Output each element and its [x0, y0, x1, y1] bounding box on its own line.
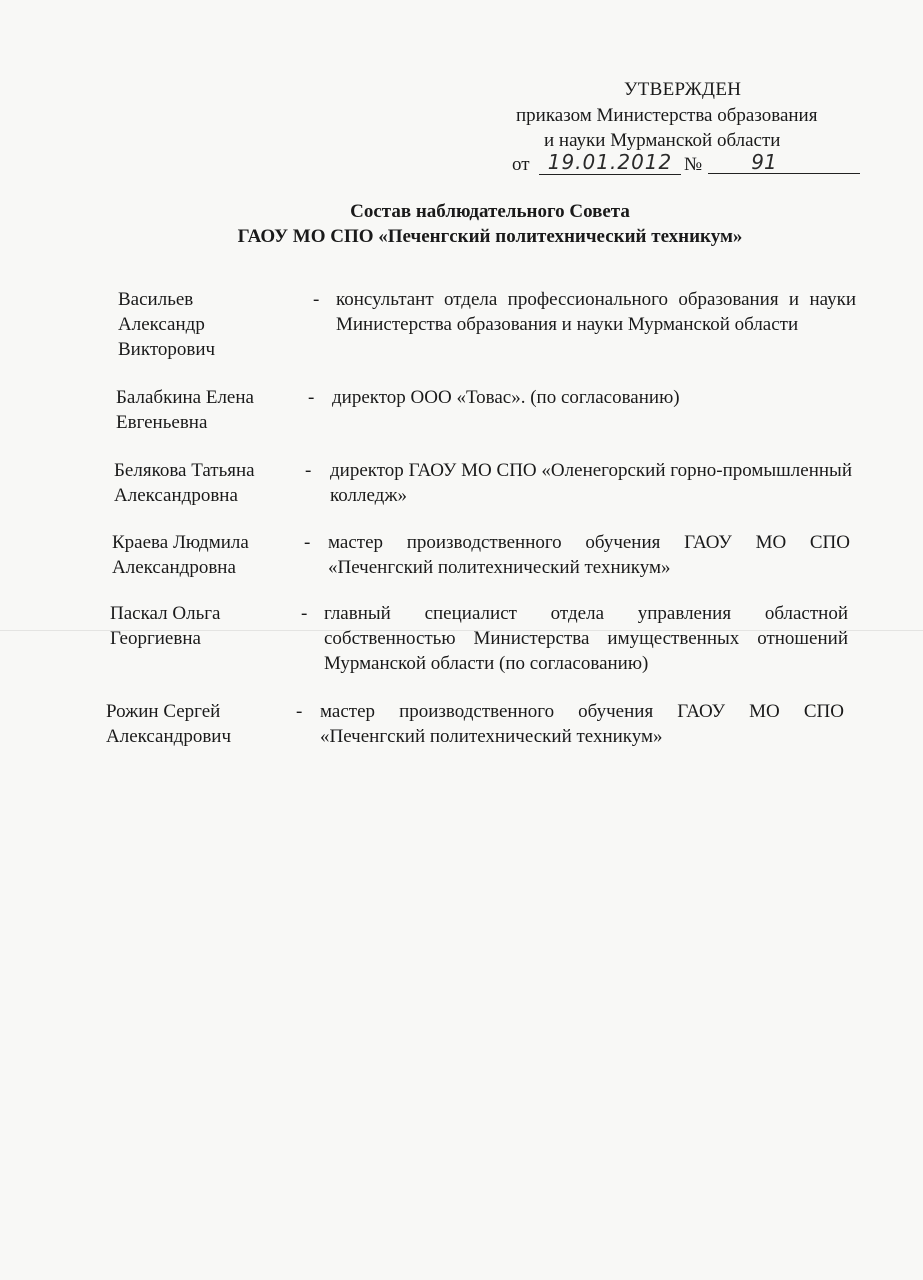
member-dash: - [308, 387, 315, 408]
document-title: Состав наблюдательного Совета [350, 201, 630, 222]
member-entry [110, 601, 852, 679]
document-subtitle: ГАОУ МО СПО «Печенгский политехнический техникум» [237, 226, 743, 247]
member-dash: - [301, 603, 308, 624]
member-role: главный специалист отдела управления областной собственностью Министерства имущественных отношений Мурманской области (по согласованию) [324, 603, 848, 674]
member-role: мастер производственного обучения ГАОУ МО СПО «Печенгский политехнический техникум» [328, 532, 850, 578]
member-name: Рожин Сергей Александрович [106, 701, 232, 747]
handwritten-order-number: 91 [708, 147, 860, 174]
member-entry [112, 530, 854, 582]
member-entry [116, 385, 856, 437]
member-dash: - [313, 289, 320, 310]
handwritten-date: 19.01.2012 [539, 147, 681, 175]
approval-heading: УТВЕРЖДЕН [624, 79, 742, 100]
member-entry [106, 699, 848, 751]
member-name: Паскал Ольга Георгиевна [110, 603, 221, 649]
member-role: мастер производственного обучения ГАОУ МО СПО «Печенгский политехнический техникум» [320, 701, 844, 747]
approval-order-line: приказом Министерства образования [516, 105, 818, 126]
member-entry [118, 287, 858, 365]
member-name: Белякова Татьяна Александровна [114, 460, 255, 506]
member-name: Васильев Александр Викторович [118, 289, 216, 360]
member-role: директор ООО «Товас». (по согласованию) [332, 387, 680, 408]
approval-date-row [512, 150, 862, 183]
number-prefix: № [684, 154, 703, 175]
member-role: консультант отдела профессионального образования и науки Министерства образования и науки Мурманской области [336, 289, 856, 335]
member-dash: - [304, 532, 311, 553]
approval-ministry-line: и науки Мурманской области [544, 130, 781, 151]
member-role: директор ГАОУ МО СПО «Оленегорский горно-промышленный колледж» [330, 460, 852, 506]
member-name: Балабкина Елена Евгеньевна [116, 387, 254, 433]
member-name: Краева Людмила Александровна [112, 532, 249, 578]
date-prefix: от [512, 154, 530, 175]
member-entry [114, 458, 856, 510]
member-dash: - [296, 701, 303, 722]
member-dash: - [305, 460, 312, 481]
